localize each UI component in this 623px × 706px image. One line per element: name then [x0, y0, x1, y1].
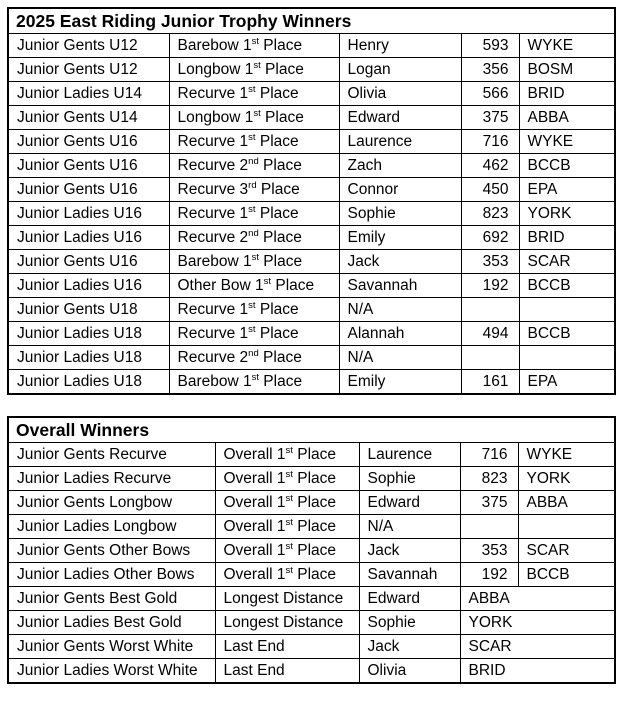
table-row — [8, 611, 615, 635]
place-word: Place — [292, 493, 337, 511]
table-row — [8, 34, 615, 58]
place-cell — [169, 130, 339, 154]
place-cell — [169, 250, 339, 274]
table-row — [8, 322, 615, 346]
name-cell: Edward — [359, 491, 460, 515]
place-cell — [169, 202, 339, 226]
club-cell: ABBA — [518, 491, 615, 515]
score-cell — [460, 515, 518, 539]
place-label: Overall 1 — [223, 517, 286, 535]
place-label: Overall 1 — [223, 445, 286, 463]
place-cell — [169, 106, 339, 130]
name-cell: Savannah — [359, 563, 460, 587]
ordinal-suffix: rd — [248, 179, 257, 191]
table-row — [8, 587, 615, 611]
table-title-row — [8, 8, 615, 34]
trophy-winners-table — [7, 7, 616, 395]
table-row — [8, 226, 615, 250]
place-word: Place — [271, 276, 315, 294]
ordinal-suffix: nd — [248, 155, 259, 167]
place-word: Place — [258, 228, 302, 246]
place-word: Place — [258, 348, 302, 366]
name-cell: Sophie — [339, 202, 461, 226]
category-cell: Junior Gents U18 — [8, 298, 169, 322]
place-label: Recurve 2 — [177, 228, 249, 246]
name-cell: Laurence — [339, 130, 461, 154]
name-cell: Jack — [359, 539, 460, 563]
name-cell: Edward — [359, 587, 460, 611]
place-cell — [169, 178, 339, 202]
place-label: Recurve 2 — [177, 348, 249, 366]
name-cell: Emily — [339, 370, 461, 395]
table-row — [8, 491, 615, 515]
name-cell: N/A — [359, 515, 460, 539]
club-cell: BRID — [460, 659, 615, 684]
ordinal-suffix: st — [248, 323, 256, 335]
place-cell — [169, 370, 339, 395]
club-cell: BCCB — [518, 563, 615, 587]
name-cell: Laurence — [359, 443, 460, 467]
place-cell — [169, 58, 339, 82]
name-cell: Sophie — [359, 611, 460, 635]
place-label: Overall 1 — [223, 565, 286, 583]
award-cell: Longest Distance — [215, 587, 359, 611]
ordinal-suffix: st — [285, 468, 293, 480]
place-word: Place — [255, 132, 299, 150]
name-cell: Connor — [339, 178, 461, 202]
club-cell: BCCB — [519, 322, 615, 346]
score-cell: 494 — [461, 322, 519, 346]
place-cell — [169, 34, 339, 58]
place-label: Recurve 1 — [177, 84, 249, 102]
club-cell: YORK — [519, 202, 615, 226]
table-row — [8, 130, 615, 154]
club-cell — [519, 298, 615, 322]
table-title: Overall Winners — [8, 417, 615, 443]
table-row — [8, 563, 615, 587]
award-cell: Last End — [215, 635, 359, 659]
table-row — [8, 202, 615, 226]
place-label: Longbow 1 — [177, 108, 254, 126]
name-cell: Olivia — [339, 82, 461, 106]
place-cell — [215, 515, 359, 539]
place-cell — [215, 563, 359, 587]
category-cell: Junior Gents Best Gold — [8, 587, 215, 611]
score-cell — [461, 346, 519, 370]
club-cell: ABBA — [460, 587, 615, 611]
category-cell: Junior Gents U16 — [8, 178, 169, 202]
ordinal-suffix: st — [248, 131, 256, 143]
score-cell: 192 — [460, 563, 518, 587]
club-cell: BCCB — [519, 274, 615, 298]
place-word: Place — [260, 108, 304, 126]
place-word: Place — [255, 84, 299, 102]
place-cell — [169, 226, 339, 250]
name-cell: Emily — [339, 226, 461, 250]
category-cell: Junior Gents Recurve — [8, 443, 215, 467]
table-row — [8, 370, 615, 395]
place-label: Recurve 1 — [177, 324, 249, 342]
category-cell: Junior Gents Other Bows — [8, 539, 215, 563]
club-cell: SCAR — [518, 539, 615, 563]
place-cell — [169, 322, 339, 346]
place-word: Place — [259, 36, 303, 54]
ordinal-suffix: st — [285, 540, 293, 552]
club-cell — [519, 346, 615, 370]
category-cell: Junior Gents Longbow — [8, 491, 215, 515]
category-cell: Junior Gents Worst White — [8, 635, 215, 659]
ordinal-suffix: st — [285, 444, 293, 456]
place-cell — [169, 82, 339, 106]
ordinal-suffix: nd — [248, 227, 259, 239]
table-row — [8, 467, 615, 491]
ordinal-suffix: st — [251, 35, 259, 47]
category-cell: Junior Gents U16 — [8, 154, 169, 178]
category-cell: Junior Gents U16 — [8, 250, 169, 274]
place-label: Overall 1 — [223, 541, 286, 559]
place-word: Place — [260, 60, 304, 78]
ordinal-suffix: st — [248, 299, 256, 311]
ordinal-suffix: st — [253, 107, 261, 119]
score-cell: 353 — [461, 250, 519, 274]
place-cell — [215, 491, 359, 515]
club-cell — [518, 515, 615, 539]
place-label: Recurve 1 — [177, 204, 249, 222]
category-cell: Junior Ladies Worst White — [8, 659, 215, 684]
place-label: Barebow 1 — [177, 36, 252, 54]
club-cell: BCCB — [519, 154, 615, 178]
place-label: Overall 1 — [223, 469, 286, 487]
table-row — [8, 515, 615, 539]
score-cell — [461, 298, 519, 322]
score-cell: 593 — [461, 34, 519, 58]
club-cell: ABBA — [519, 106, 615, 130]
club-cell: BRID — [519, 226, 615, 250]
place-cell — [215, 443, 359, 467]
table-row — [8, 178, 615, 202]
place-label: Recurve 1 — [177, 300, 249, 318]
ordinal-suffix: st — [285, 516, 293, 528]
place-word: Place — [292, 445, 337, 463]
award-cell: Longest Distance — [215, 611, 359, 635]
score-cell: 353 — [460, 539, 518, 563]
place-word: Place — [258, 156, 302, 174]
place-label: Other Bow 1 — [177, 276, 264, 294]
club-cell: EPA — [519, 178, 615, 202]
place-label: Recurve 1 — [177, 132, 249, 150]
place-label: Recurve 2 — [177, 156, 249, 174]
table-row — [8, 250, 615, 274]
table-row — [8, 106, 615, 130]
club-cell: YORK — [518, 467, 615, 491]
category-cell: Junior Gents U16 — [8, 130, 169, 154]
place-word: Place — [259, 252, 303, 270]
name-cell: Jack — [339, 250, 461, 274]
ordinal-suffix: st — [248, 83, 256, 95]
score-cell: 462 — [461, 154, 519, 178]
place-label: Overall 1 — [223, 493, 286, 511]
club-cell: EPA — [519, 370, 615, 395]
place-cell — [169, 298, 339, 322]
club-cell: WYKE — [519, 34, 615, 58]
name-cell: Savannah — [339, 274, 461, 298]
table-row — [8, 298, 615, 322]
table-row — [8, 539, 615, 563]
club-cell: SCAR — [460, 635, 615, 659]
club-cell: WYKE — [519, 130, 615, 154]
place-word: Place — [259, 372, 303, 390]
club-cell: BRID — [519, 82, 615, 106]
score-cell: 692 — [461, 226, 519, 250]
score-cell: 716 — [461, 130, 519, 154]
place-label: Recurve 3 — [177, 180, 249, 198]
place-word: Place — [255, 324, 299, 342]
score-cell: 192 — [461, 274, 519, 298]
table-title: 2025 East Riding Junior Trophy Winners — [8, 8, 615, 34]
place-word: Place — [292, 517, 337, 535]
score-cell: 161 — [461, 370, 519, 395]
score-cell: 450 — [461, 178, 519, 202]
place-word: Place — [292, 469, 337, 487]
table-title-row — [8, 417, 615, 443]
ordinal-suffix: st — [248, 203, 256, 215]
club-cell: BOSM — [519, 58, 615, 82]
category-cell: Junior Ladies U16 — [8, 226, 169, 250]
score-cell: 375 — [461, 106, 519, 130]
name-cell: Jack — [359, 635, 460, 659]
table-row — [8, 635, 615, 659]
ordinal-suffix: st — [285, 564, 293, 576]
place-word: Place — [292, 565, 337, 583]
category-cell: Junior Ladies U14 — [8, 82, 169, 106]
category-cell: Junior Ladies Best Gold — [8, 611, 215, 635]
award-cell: Last End — [215, 659, 359, 684]
score-cell: 375 — [460, 491, 518, 515]
place-cell — [169, 154, 339, 178]
name-cell: N/A — [339, 298, 461, 322]
place-cell — [215, 467, 359, 491]
ordinal-suffix: nd — [248, 347, 259, 359]
category-cell: Junior Ladies U16 — [8, 202, 169, 226]
name-cell: Alannah — [339, 322, 461, 346]
category-cell: Junior Ladies Recurve — [8, 467, 215, 491]
place-label: Barebow 1 — [177, 252, 252, 270]
overall-winners-table — [7, 416, 616, 684]
ordinal-suffix: st — [263, 275, 272, 287]
category-cell: Junior Gents U14 — [8, 106, 169, 130]
table-row — [8, 346, 615, 370]
name-cell: N/A — [339, 346, 461, 370]
category-cell: Junior Ladies Longbow — [8, 515, 215, 539]
place-word: Place — [256, 180, 300, 198]
score-cell: 356 — [461, 58, 519, 82]
club-cell: YORK — [460, 611, 615, 635]
table-row — [8, 58, 615, 82]
table-row — [8, 274, 615, 298]
score-cell: 566 — [461, 82, 519, 106]
club-cell: WYKE — [518, 443, 615, 467]
name-cell: Olivia — [359, 659, 460, 684]
table-row — [8, 154, 615, 178]
club-cell: SCAR — [519, 250, 615, 274]
name-cell: Edward — [339, 106, 461, 130]
place-word: Place — [292, 541, 337, 559]
name-cell: Zach — [339, 154, 461, 178]
table-row — [8, 443, 615, 467]
place-word: Place — [255, 204, 299, 222]
category-cell: Junior Ladies U18 — [8, 346, 169, 370]
category-cell: Junior Ladies U16 — [8, 274, 169, 298]
category-cell: Junior Ladies Other Bows — [8, 563, 215, 587]
category-cell: Junior Ladies U18 — [8, 370, 169, 395]
ordinal-suffix: st — [253, 59, 261, 71]
name-cell: Logan — [339, 58, 461, 82]
category-cell: Junior Ladies U18 — [8, 322, 169, 346]
score-cell: 716 — [460, 443, 518, 467]
category-cell: Junior Gents U12 — [8, 58, 169, 82]
ordinal-suffix: st — [285, 492, 293, 504]
place-cell — [169, 346, 339, 370]
category-cell: Junior Gents U12 — [8, 34, 169, 58]
ordinal-suffix: st — [251, 251, 259, 263]
place-word: Place — [255, 300, 299, 318]
score-cell: 823 — [460, 467, 518, 491]
name-cell: Henry — [339, 34, 461, 58]
place-cell — [169, 274, 339, 298]
ordinal-suffix: st — [251, 371, 259, 383]
table-row — [8, 82, 615, 106]
place-cell — [215, 539, 359, 563]
score-cell: 823 — [461, 202, 519, 226]
table-row — [8, 659, 615, 684]
place-label: Longbow 1 — [177, 60, 254, 78]
name-cell: Sophie — [359, 467, 460, 491]
place-label: Barebow 1 — [177, 372, 252, 390]
